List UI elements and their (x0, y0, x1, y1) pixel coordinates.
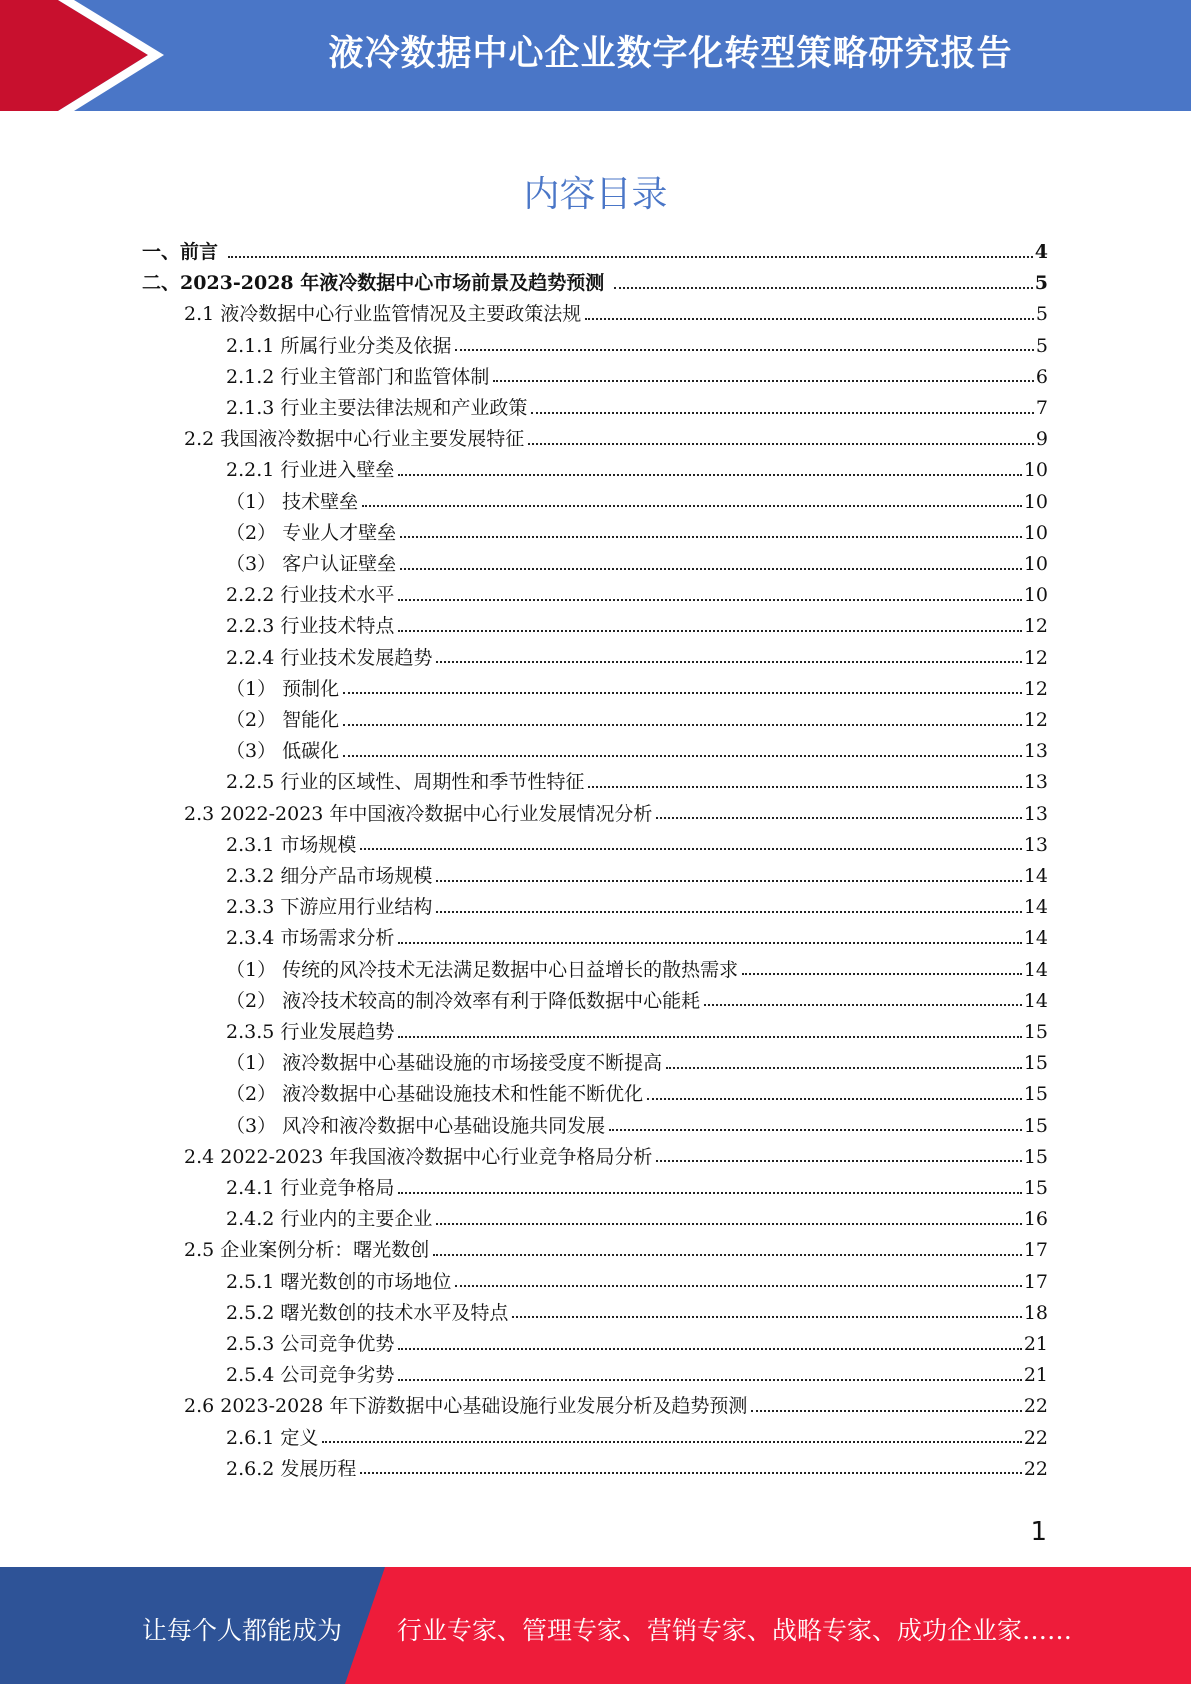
toc-entry[interactable] (226, 674, 1048, 705)
toc-entry-number: 2.3 2022-2023 (184, 802, 324, 825)
toc-entry-page: 15 (1023, 1021, 1048, 1043)
toc-entry-page: 18 (1023, 1301, 1048, 1324)
toc-entry-number: （3） (226, 740, 277, 763)
toc-entry-number: （1） (226, 958, 277, 981)
toc-leader-dots (398, 1036, 1021, 1038)
toc-leader-dots (666, 1067, 1022, 1069)
toc-entry[interactable] (226, 705, 1048, 736)
toc-entry-number: （2） (226, 989, 277, 1012)
toc-entry-number: 2.2.4 (226, 646, 275, 669)
toc-entry-title: 行业主要法律法规和产业政策 (280, 397, 528, 419)
toc-entry[interactable] (226, 331, 1048, 362)
toc-leader-dots (588, 786, 1021, 788)
toc-leader-dots (398, 942, 1021, 944)
toc-entry-page: 14 (1023, 896, 1048, 919)
toc-entry-page: 7 (1035, 397, 1048, 419)
toc-entry-title: 发展历程 (280, 1457, 357, 1480)
toc-entry[interactable] (226, 643, 1048, 674)
toc-entry-page: 14 (1023, 927, 1048, 950)
toc-entry-page: 13 (1023, 833, 1048, 856)
toc-entry-page: 10 (1023, 553, 1048, 575)
toc-entry-title: 市场规模 (280, 833, 357, 856)
toc-entry-page: 5 (1035, 303, 1048, 326)
toc-entry-page: 5 (1034, 272, 1048, 295)
toc-entry-title: 低碳化 (282, 740, 340, 763)
toc-leader-dots (228, 256, 1033, 258)
toc-leader-dots (528, 443, 1034, 445)
toc-entry[interactable] (226, 455, 1048, 486)
toc-leader-dots (493, 380, 1034, 382)
toc-entry-number: 2.1 (184, 303, 215, 326)
toc-entry-number: 2.4.1 (226, 1177, 275, 1199)
toc-entry-page: 10 (1023, 490, 1048, 513)
toc-leader-dots (455, 1285, 1021, 1287)
toc-leader-dots (585, 318, 1034, 320)
toc-entry[interactable] (226, 1454, 1048, 1485)
toc-entry-page: 6 (1035, 365, 1048, 388)
toc-entry[interactable] (226, 487, 1048, 518)
toc-leader-dots (343, 755, 1022, 757)
toc-leader-dots (436, 911, 1021, 913)
toc-entry-title: 行业发展趋势 (280, 1021, 395, 1043)
toc-entry-title: 液冷技术较高的制冷效率有利于降低数据中心能耗 (282, 989, 701, 1012)
toc-entry-title: 液冷数据中心基础设施的市场接受度不断提高 (282, 1052, 663, 1075)
page-footer (0, 1567, 1191, 1684)
toc-entry-title: 市场需求分析 (280, 927, 395, 950)
toc-entry-number: 2.2.5 (226, 771, 275, 794)
toc-leader-dots (398, 1348, 1021, 1350)
toc-leader-dots (398, 599, 1021, 601)
toc-entry-title: 行业竞争格局 (280, 1177, 395, 1199)
toc-entry[interactable] (226, 611, 1048, 642)
toc-entry-number: 2.1.1 (226, 334, 275, 357)
toc-entry-number: （3） (226, 1114, 277, 1137)
toc-entry-page: 13 (1023, 802, 1048, 825)
toc-entry-page: 13 (1023, 740, 1048, 763)
toc-entry-number: 2.2 (184, 428, 215, 451)
toc-leader-dots (322, 1441, 1021, 1443)
toc-entry[interactable] (226, 518, 1048, 549)
toc-entry-number: （1） (226, 490, 277, 513)
toc-entry[interactable] (226, 955, 1048, 986)
toc-entry[interactable] (184, 799, 1048, 830)
toc-entry-title: 传统的风冷技术无法满足数据中心日益增长的散热需求 (282, 958, 739, 981)
toc-leader-dots (609, 1129, 1022, 1131)
toc-entry-number: 2.5.1 (226, 1270, 275, 1293)
toc-entry-number: 2.4 2022-2023 (184, 1145, 324, 1168)
toc-entry-title: 风冷和液冷数据中心基础设施共同发展 (282, 1114, 606, 1137)
toc-entry-number: 2.3.1 (226, 833, 275, 856)
toc-entry[interactable] (142, 268, 1048, 299)
toc-entry-page: 15 (1023, 1052, 1048, 1075)
toc-entry-page: 21 (1023, 1364, 1048, 1387)
toc-entry-title: 公司竞争劣势 (280, 1364, 395, 1387)
toc-entry-page: 16 (1023, 1208, 1048, 1231)
toc-entry-title: 行业进入壁垒 (280, 459, 395, 482)
toc-entry-number: 2.3.3 (226, 896, 275, 919)
toc-entry[interactable] (184, 1391, 1048, 1422)
toc-entry-title: 年我国液冷数据中心行业竞争格局分析 (329, 1145, 653, 1168)
toc-leader-dots (742, 973, 1022, 975)
toc-entry[interactable] (226, 1329, 1048, 1360)
toc-leader-dots (512, 1316, 1021, 1318)
toc-entry-page: 14 (1023, 865, 1048, 887)
toc-entry-title: 企业案例分析：曙光数创 (220, 1239, 430, 1262)
toc-entry-page: 17 (1023, 1239, 1048, 1262)
toc-leader-dots (400, 568, 1022, 570)
toc-leader-dots (398, 1192, 1021, 1194)
footer-slogan-right: 行业专家、管理专家、营销专家、战略专家、成功企业家…… (397, 1616, 1073, 1645)
toc-leader-dots (398, 474, 1021, 476)
toc-entry-number: （2） (226, 521, 277, 544)
toc-entry-number: 2.3.2 (226, 865, 275, 887)
toc-entry-page: 14 (1023, 958, 1048, 981)
toc-entry-page: 17 (1023, 1270, 1048, 1293)
toc-entry-title: 预制化 (282, 677, 340, 700)
toc-leader-dots (656, 1160, 1021, 1162)
toc-entry-number: 2.3.4 (226, 927, 275, 950)
toc-leader-dots (647, 1098, 1022, 1100)
toc-entry-page: 10 (1023, 521, 1048, 544)
toc-entry-page: 15 (1023, 1114, 1048, 1137)
toc-entry-page: 9 (1035, 428, 1048, 451)
toc-leader-dots (360, 1472, 1021, 1474)
toc-leader-dots (704, 1004, 1022, 1006)
toc-leader-dots (614, 287, 1033, 289)
toc-entry-number: （3） (226, 553, 277, 575)
toc-entry-number: 2.1.3 (226, 397, 275, 419)
toc-leader-dots (455, 349, 1034, 351)
toc-entry-page: 14 (1023, 989, 1048, 1012)
toc-entry[interactable] (226, 1423, 1048, 1454)
toc-entry[interactable] (226, 1298, 1048, 1329)
footer-slogan-left: 让每个人都能成为 (142, 1616, 343, 1645)
toc-entry-title: 液冷数据中心基础设施技术和性能不断优化 (282, 1083, 644, 1106)
toc-entry-number: 2.5.2 (226, 1301, 275, 1324)
toc-leader-dots (400, 536, 1022, 538)
toc-leader-dots (436, 880, 1021, 882)
toc-entry[interactable] (226, 1173, 1048, 1204)
toc-entry-title: 曙光数创的市场地位 (280, 1270, 452, 1293)
toc-entry[interactable] (226, 861, 1048, 892)
toc-leader-dots (398, 630, 1021, 632)
toc-entry-page: 22 (1023, 1395, 1048, 1418)
toc-entry[interactable] (226, 830, 1048, 861)
toc-entry-title: 公司竞争优势 (280, 1333, 395, 1355)
toc-entry[interactable] (226, 1111, 1048, 1142)
toc-leader-dots (433, 1254, 1022, 1256)
toc-entry-title: 客户认证壁垒 (282, 553, 397, 575)
toc-entry-page: 10 (1023, 584, 1048, 607)
toc-entry-title: 智能化 (282, 709, 340, 731)
toc-entry-title: 技术壁垒 (282, 490, 359, 513)
toc-entry-title: 下游应用行业结构 (280, 896, 433, 919)
toc-entry[interactable] (226, 580, 1048, 611)
toc-entry-title: 专业人才壁垒 (282, 521, 397, 544)
toc-leader-dots (343, 724, 1022, 726)
toc-entry-number: 2.2.3 (226, 615, 275, 638)
toc-entry-number: 2.6 2023-2028 (184, 1395, 324, 1418)
toc-leader-dots (360, 848, 1021, 850)
toc-leader-dots (436, 1223, 1021, 1225)
toc-entry[interactable] (226, 1079, 1048, 1110)
toc-entry-page: 12 (1023, 677, 1048, 700)
toc-leader-dots (436, 661, 1021, 663)
toc-entry-number: 2.4.2 (226, 1208, 275, 1231)
toc-entry[interactable] (184, 299, 1048, 330)
toc-entry-title: 行业技术水平 (280, 584, 395, 607)
toc-entry-number: （2） (226, 709, 277, 731)
page-header (0, 0, 1191, 111)
toc-entry[interactable] (226, 1048, 1048, 1079)
toc-entry-page: 22 (1023, 1426, 1048, 1449)
toc-entry-page: 22 (1023, 1457, 1048, 1480)
toc-entry-page: 4 (1034, 241, 1048, 263)
toc-entry[interactable] (226, 892, 1048, 923)
toc-leader-dots (531, 412, 1034, 414)
toc-entry-title: 所属行业分类及依据 (280, 334, 452, 357)
toc-entry-page: 15 (1023, 1083, 1048, 1106)
toc-entry[interactable] (184, 1235, 1048, 1266)
toc-entry-number: （2） (226, 1083, 277, 1106)
toc-entry[interactable] (226, 923, 1048, 954)
toc-entry[interactable] (226, 1360, 1048, 1391)
toc-entry-title: 液冷数据中心行业监管情况及主要政策法规 (220, 303, 582, 326)
toc-entry-page: 5 (1035, 334, 1048, 357)
toc-entry-title: 行业主管部门和监管体制 (280, 365, 490, 388)
toc-entry[interactable] (226, 393, 1048, 424)
toc-entry[interactable] (226, 986, 1048, 1017)
toc-entry[interactable] (226, 736, 1048, 767)
toc-entry-number: 一、前言 (142, 241, 219, 263)
toc-entry-page: 15 (1023, 1145, 1048, 1168)
toc-entry-number: 2.1.2 (226, 365, 275, 388)
toc-entry-title: 行业技术发展趋势 (280, 646, 433, 669)
toc-entry-number: （1） (226, 1052, 277, 1075)
toc-entry[interactable] (226, 767, 1048, 798)
toc-entry-page: 21 (1023, 1333, 1048, 1355)
toc-entry-number: 2.5.4 (226, 1364, 275, 1387)
toc-entry-title: 定义 (280, 1426, 319, 1449)
toc-leader-dots (751, 1410, 1021, 1412)
toc-entry[interactable] (142, 237, 1048, 268)
toc-entry-number: 2.2.1 (226, 459, 275, 482)
toc-entry-title: 行业的区域性、周期性和季节性特征 (280, 771, 585, 794)
toc-entry[interactable] (184, 424, 1048, 455)
toc-entry-title: 细分产品市场规模 (280, 865, 433, 887)
toc-entry[interactable] (226, 549, 1048, 580)
toc-entry-page: 12 (1023, 646, 1048, 669)
toc-entry[interactable] (226, 1017, 1048, 1048)
toc-entry-number: 2.6.1 (226, 1426, 275, 1449)
toc-entry-number: 2.5.3 (226, 1333, 275, 1355)
toc-entry-number: （1） (226, 677, 277, 700)
toc-entry-title: 行业内的主要企业 (280, 1208, 433, 1231)
page-number: 1 (1030, 1517, 1047, 1547)
toc-leader-dots (362, 505, 1022, 507)
toc-entry-page: 12 (1023, 709, 1048, 731)
toc-entry[interactable] (226, 1267, 1048, 1298)
toc-heading: 内容目录 (523, 174, 668, 215)
toc-entry-number: 2.5 (184, 1239, 215, 1262)
toc-entry-number: 二、2023-2028 年液冷数据中心市场前景及趋势预测 (142, 272, 605, 295)
toc-entry-page: 15 (1023, 1177, 1048, 1199)
toc-leader-dots (343, 692, 1022, 694)
toc-entry-page: 12 (1023, 615, 1048, 638)
toc-entry-number: 2.6.2 (226, 1457, 275, 1480)
report-title: 液冷数据中心企业数字化转型策略研究报告 (328, 34, 1013, 74)
toc-entry[interactable] (226, 362, 1048, 393)
toc-entry-title: 行业技术特点 (280, 615, 395, 638)
toc-entry-number: 2.2.2 (226, 584, 275, 607)
toc-entry-page: 10 (1023, 459, 1048, 482)
toc-entry-title: 我国液冷数据中心行业主要发展特征 (220, 428, 525, 451)
toc-leader-dots (656, 817, 1021, 819)
toc-entry-title: 年下游数据中心基础设施行业发展分析及趋势预测 (329, 1395, 748, 1418)
toc-leader-dots (398, 1379, 1021, 1381)
toc-entry-title: 曙光数创的技术水平及特点 (280, 1301, 509, 1324)
toc-entry-title: 年中国液冷数据中心行业发展情况分析 (329, 802, 653, 825)
toc-entry[interactable] (226, 1204, 1048, 1235)
toc-entry-page: 13 (1023, 771, 1048, 794)
toc-entry[interactable] (184, 1142, 1048, 1173)
toc-entry-number: 2.3.5 (226, 1021, 275, 1043)
